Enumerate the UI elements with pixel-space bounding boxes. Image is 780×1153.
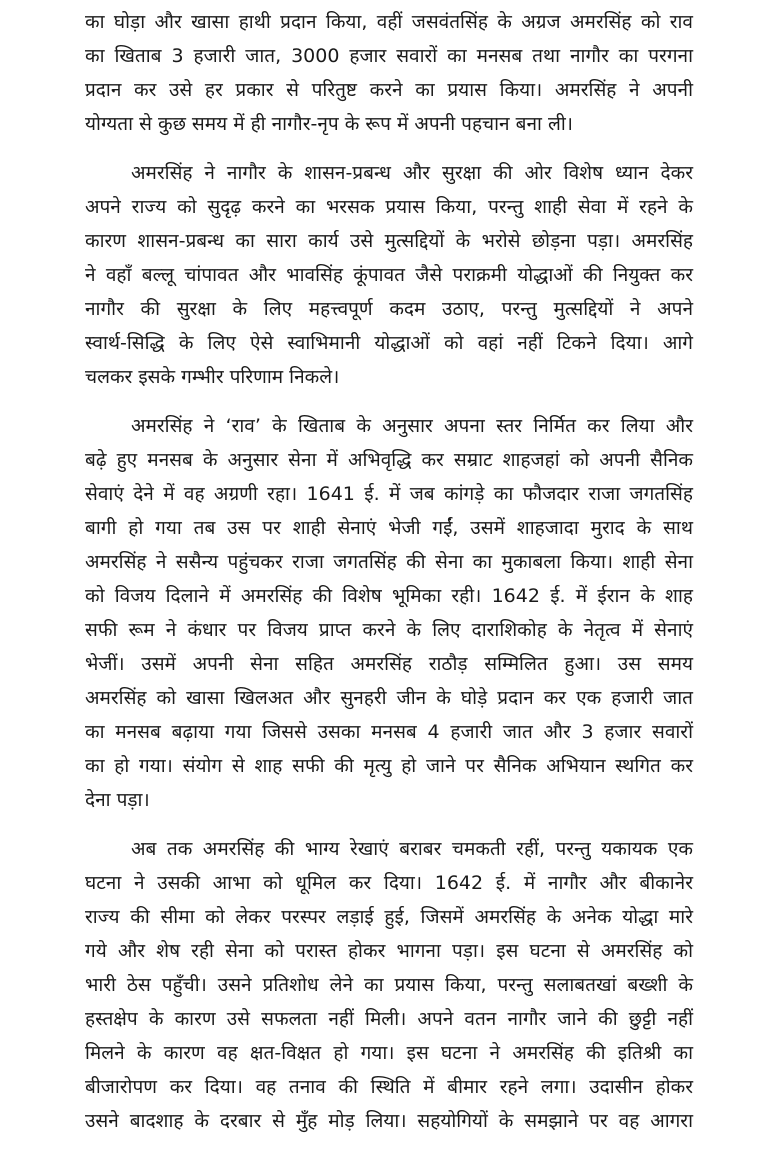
paragraph	[85, 409, 693, 817]
text-line: भारी ठेस पहुँची। उसने प्रतिशोध लेने का प्रयास किया, परन्तु सलाबतखां बख्शी के	[85, 974, 693, 996]
text-line: अमरसिंह को खासा खिलअत और सुनहरी जीन के घोड़े प्रदान कर एक हजारी जात	[85, 687, 693, 709]
paragraph	[85, 5, 693, 141]
text-line: कारण शासन-प्रबन्ध का सारा कार्य उसे मुत्सद्दियों के भरोसे छोड़ना पड़ा। अमरसिंह	[85, 230, 693, 252]
text-line: को विजय दिलाने में अमरसिंह की विशेष भूमिका रही। 1642 ई. में ईरान के शाह	[85, 585, 693, 607]
text-line: का घोड़ा और खासा हाथी प्रदान किया, वहीं जसवंतसिंह के अग्रज अमरसिंह को राव	[85, 11, 693, 33]
text-line: बढ़े हुए मनसब के अनुसार सेना में अभिवृद्धि कर सम्राट शाहजहां को अपनी सैनिक	[85, 449, 693, 471]
text-line: देना पड़ा।	[85, 789, 150, 811]
text-line: का हो गया। संयोग से शाह सफी की मृत्यु हो जाने पर सैनिक अभियान स्थगित कर	[85, 755, 693, 777]
text-line: बीजारोपण कर दिया। वह तनाव की स्थिति में बीमार रहने लगा। उदासीन होकर	[85, 1076, 693, 1098]
text-line: नागौर की सुरक्षा के लिए महत्त्वपूर्ण कदम उठाए, परन्तु मुत्सद्दियों ने अपने	[85, 298, 693, 320]
text-line: उसने बादशाह के दरबार से मुँह मोड़ लिया। सहयोगियों के समझाने पर वह आगरा	[85, 1110, 693, 1132]
paragraph	[85, 156, 693, 394]
text-line: योग्यता से कुछ समय में ही नागौर-नृप के रूप में अपनी पहचान बना ली।	[85, 113, 573, 135]
text-line: घटना ने उसकी आभा को धूमिल कर दिया। 1642 ई. में नागौर और बीकानेर	[85, 872, 693, 894]
text-line: अब तक अमरसिंह की भाग्य रेखाएं बराबर चमकती रहीं, परन्तु यकायक एक	[131, 838, 693, 860]
text-line: अमरसिंह ने नागौर के शासन-प्रबन्ध और सुरक्षा की ओर विशेष ध्यान देकर	[131, 162, 693, 184]
document-page	[85, 5, 693, 1153]
text-line: प्रदान कर उसे हर प्रकार से परितुष्ट करने का प्रयास किया। अमरसिंह ने अपनी	[85, 79, 693, 101]
text-line: ने वहाँ बल्लू चांपावत और भावसिंह कूंपावत जैसे पराक्रमी योद्धाओं की नियुक्त कर	[85, 264, 693, 286]
text-line: अपने राज्य को सुदृढ़ करने का भरसक प्रयास किया, परन्तु शाही सेवा में रहने के	[85, 196, 693, 218]
text-line: अमरसिंह ने ससैन्य पहुंचकर राजा जगतसिंह की सेना का मुकाबला किया। शाही सेना	[85, 551, 693, 573]
paragraph	[85, 832, 693, 1138]
text-line: हस्तक्षेप के कारण उसे सफलता नहीं मिली। अपने वतन नागौर जाने की छुट्टी नहीं	[85, 1008, 693, 1030]
text-line: गये और शेष रही सेना को परास्त होकर भागना पड़ा। इस घटना से अमरसिंह को	[85, 940, 693, 962]
text-line: बागी हो गया तब उस पर शाही सेनाएं भेजी गईं, उसमें शाहजादा मुराद के साथ	[85, 517, 693, 539]
text-line: सेवाएं देने में वह अग्रणी रहा। 1641 ई. में जब कांगड़े का फौजदार राजा जगतसिंह	[85, 483, 693, 505]
text-line: का मनसब बढ़ाया गया जिससे उसका मनसब 4 हजारी जात और 3 हजार सवारों	[85, 721, 693, 743]
text-line: स्वार्थ-सिद्धि के लिए ऐसे स्वाभिमानी योद्धाओं को वहां नहीं टिकने दिया। आगे	[85, 332, 693, 354]
text-line: चलकर इसके गम्भीर परिणाम निकले।	[85, 366, 340, 388]
text-line: अमरसिंह ने ‘राव’ के खिताब के अनुसार अपना स्तर निर्मित कर लिया और	[131, 415, 693, 437]
text-line: सफी रूम ने कंधार पर विजय प्राप्त करने के लिए दाराशिकोह के नेतृत्व में सेनाएं	[85, 619, 693, 641]
text-line: भेजीं। उसमें अपनी सेना सहित अमरसिंह राठौड़ सम्मिलित हुआ। उस समय	[85, 653, 693, 675]
text-line: का खिताब 3 हजारी जात, 3000 हजार सवारों का मनसब तथा नागौर का परगना	[85, 45, 693, 67]
text-line: मिलने के कारण वह क्षत-विक्षत हो गया। इस घटना ने अमरसिंह की इतिश्री का	[85, 1042, 693, 1064]
text-line: राज्य की सीमा को लेकर परस्पर लड़ाई हुई, जिसमें अमरसिंह के अनेक योद्धा मारे	[85, 906, 693, 928]
